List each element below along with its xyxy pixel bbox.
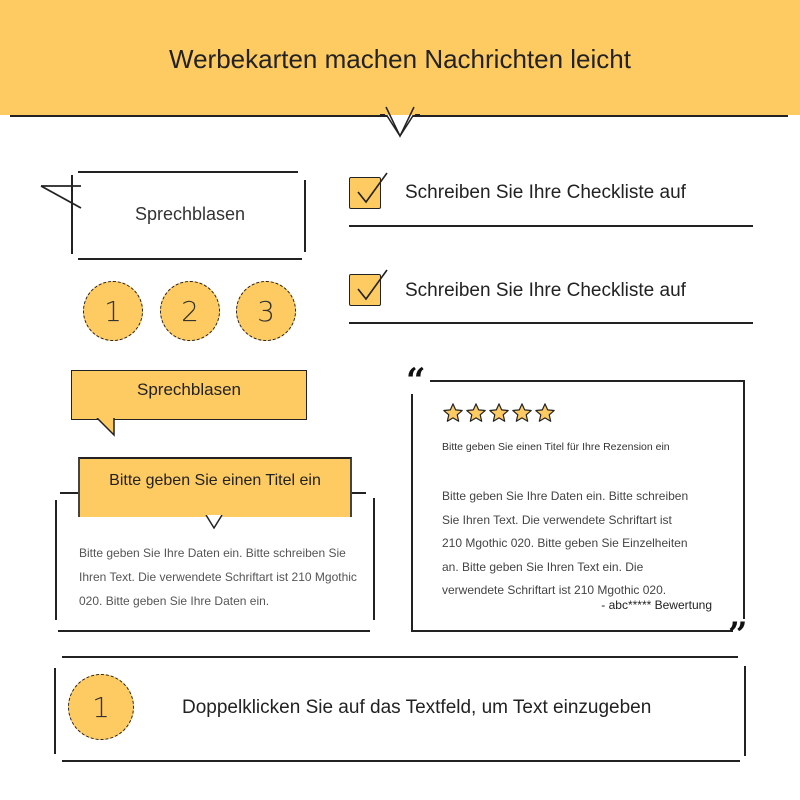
star-icon[interactable] [442,402,464,424]
review-line: an. Bitte geben Sie Ihren Text ein. Die [442,559,644,574]
bubble-label: Sprechblasen [134,204,246,224]
step-number-circle[interactable]: 1 [68,674,134,740]
review-title[interactable]: Bitte geben Sie einen Titel für Ihre Rezension ein [442,441,670,453]
card-top-left-line [60,492,80,494]
open-quote-icon: “ [406,361,426,401]
star-icon[interactable] [534,402,556,424]
step-left-border [54,668,56,754]
checklist-divider [349,322,753,324]
review-line: Bitte geben Sie Ihre Daten ein. Bitte schreiben [442,489,689,503]
star-icon[interactable] [511,402,533,424]
step-text[interactable]: Doppelklicken Sie auf das Textfeld, um Text einzugeben [182,697,652,718]
checklist-label: Schreiben Sie Ihre Checkliste auf [405,280,686,301]
review-left-border [411,394,413,632]
number-circle-1[interactable]: 1 [83,281,143,341]
bubble-label: Sprechblasen [137,380,241,399]
checklist-label: Schreiben Sie Ihre Checkliste auf [405,182,686,203]
close-quote-icon: ” [728,615,748,655]
review-author[interactable]: - abc***** Bewertung [601,598,712,612]
review-body[interactable] [442,485,742,603]
bubble-top-border [78,171,298,173]
review-line: verwendete Schriftart ist 210 Mgothic 020. [442,583,667,597]
bubble-tail-icon [38,182,83,212]
header-pointer-icon [380,106,420,138]
card-top-right-line [350,492,366,494]
step-right-border [744,666,746,756]
checklist-divider [349,225,753,227]
bubble-right-border [304,180,306,252]
checkmark-icon [349,170,391,210]
number-circle-3[interactable]: 3 [236,281,296,341]
card-body[interactable]: Bitte geben Sie Ihre Daten ein. Bitte schreiben Sie Ihren Text. Die verwendete Schriftart ist 210 Mgothic 020. Bitte geben Sie Ihre Daten ein. [79,546,357,608]
card-bottom-border [58,630,370,632]
review-line: 210 Mgothic 020. Bitte geben Sie Einzelheiten [442,536,688,550]
checkmark-icon [349,267,391,307]
bubble-tail-icon [94,418,118,438]
number-circle-2[interactable]: 2 [160,281,220,341]
star-icon[interactable] [465,402,487,424]
star-icon[interactable] [488,402,510,424]
card-right-border [373,498,375,620]
review-line: Sie Ihren Text. Die verwendete Schriftart ist [442,512,672,527]
star-rating[interactable] [442,402,556,424]
bubble-bottom-border [78,258,302,260]
tab-pointer-icon [203,515,225,531]
page-title: Werbekarten machen Nachrichten leicht [169,44,631,74]
review-right-border [743,380,745,619]
card-left-border [55,500,57,620]
step-bottom-border [62,760,740,762]
review-top-border [430,380,744,382]
review-bottom-border [411,630,733,632]
card-title[interactable]: Bitte geben Sie einen Titel ein [109,472,321,489]
step-top-border [62,656,738,658]
